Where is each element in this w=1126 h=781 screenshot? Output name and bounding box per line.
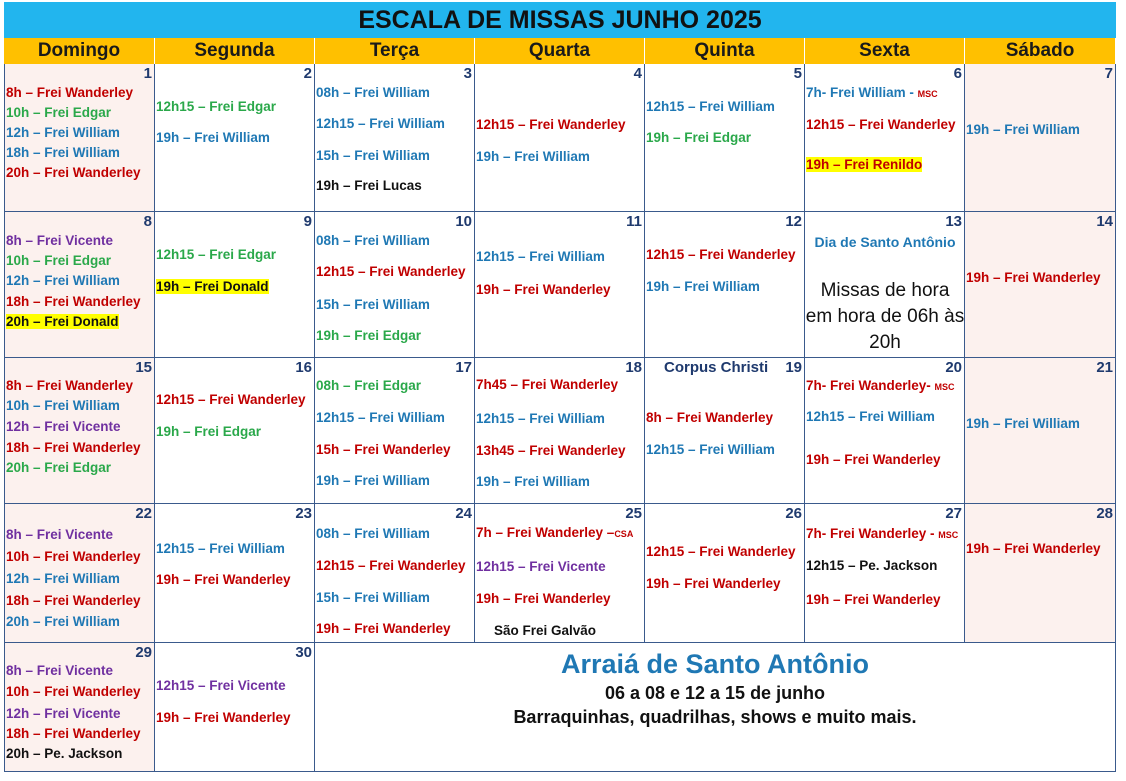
mass-entry: 08h – Frei William <box>316 85 430 100</box>
day-cell-25 <box>475 504 645 643</box>
mass-entry: 8h – Frei Vicente <box>6 527 114 542</box>
day-cell-16 <box>155 358 315 504</box>
schedule-sheet <box>4 2 1116 772</box>
mass-entry: 19h – Frei Wanderley <box>156 710 291 725</box>
mass-entry: 10h – Frei Edgar <box>6 253 112 268</box>
mass-entry: 12h15 – Frei Wanderley <box>646 544 796 559</box>
day-number: 8 <box>143 213 152 230</box>
mass-entry: 8h – Frei Wanderley <box>6 85 134 100</box>
event-banner <box>315 643 1116 772</box>
feast-note-line2: em hora de 06h às <box>805 306 965 327</box>
day-cell-2 <box>155 64 315 212</box>
day-number: 29 <box>135 644 152 661</box>
feast-note-line3: 20h <box>869 332 901 353</box>
mass-entry: 19h – Frei Wanderley <box>806 452 941 467</box>
mass-entry: 20h – Frei William <box>6 614 120 629</box>
feast-label: Corpus Christi <box>664 359 769 376</box>
day-number: 20 <box>945 359 962 376</box>
day-number: 9 <box>303 213 312 230</box>
mass-entry: 12h15 – Frei William <box>646 99 775 114</box>
mass-entry: 13h45 – Frei Wanderley <box>476 443 626 458</box>
mass-entry: 19h – Frei Edgar <box>646 130 752 145</box>
mass-entry: 19h – Frei William <box>966 416 1080 431</box>
day-number: 28 <box>1096 505 1113 522</box>
mass-entry: 12h15 – Frei Wanderley <box>806 117 956 132</box>
day-number: 24 <box>455 505 472 522</box>
day-number: 11 <box>626 213 642 230</box>
feast-label: Dia de Santo Antônio <box>814 234 956 250</box>
mass-entry: 8h – Frei Wanderley <box>6 378 134 393</box>
day-number: 7 <box>1104 65 1113 82</box>
day-cell-12 <box>645 212 805 358</box>
day-cell-23 <box>155 504 315 643</box>
day-cell-28 <box>965 504 1116 643</box>
day-number: 26 <box>785 505 802 522</box>
day-number: 17 <box>455 359 472 376</box>
mass-entry: 20h – Frei Edgar <box>6 460 112 475</box>
feast-note-line1: Missas de hora <box>820 280 950 301</box>
msc-tag: MSC <box>938 530 959 540</box>
mass-entry: 12h15 – Frei William <box>316 410 445 425</box>
day-number: 6 <box>953 65 962 82</box>
day-number: 13 <box>945 213 962 230</box>
day-cell-11 <box>475 212 645 358</box>
mass-entry: 15h – Frei Wanderley <box>316 442 451 457</box>
day-cell-7 <box>965 64 1116 212</box>
mass-entry: 12h – Frei William <box>6 273 120 288</box>
day-number: 14 <box>1096 213 1113 230</box>
mass-entry: 19h – Frei Wanderley <box>476 282 611 297</box>
mass-entry: 10h – Frei Edgar <box>6 105 112 120</box>
mass-entry: 12h15 – Pe. Jackson <box>806 558 938 573</box>
mass-entry: 12h15 – Frei William <box>156 541 285 556</box>
mass-entry: 12h15 – Frei Wanderley <box>316 558 466 573</box>
mass-entry: 7h45 – Frei Wanderley <box>476 377 619 392</box>
day-number: 3 <box>463 65 472 82</box>
mass-entry: 08h – Frei William <box>316 233 430 248</box>
day-cell-15 <box>4 358 155 504</box>
day-number: 15 <box>135 359 152 376</box>
day-cell-19 <box>645 358 805 504</box>
day-header-tuesday: Terça <box>315 38 475 64</box>
mass-entry: 12h15 – Frei Vicente <box>156 678 286 693</box>
mass-entry: 12h15 – Frei William <box>476 411 605 426</box>
day-cell-1 <box>4 64 155 212</box>
mass-entry: 19h – Frei Wanderley <box>806 592 941 607</box>
day-cell-6 <box>805 64 965 212</box>
msc-tag: MSC <box>917 89 938 99</box>
mass-entry: 10h – Frei Wanderley <box>6 684 141 699</box>
msc-tag: MSC <box>934 382 955 392</box>
mass-entry: 19h – Frei Edgar <box>316 328 422 343</box>
day-cell-18 <box>475 358 645 504</box>
day-cell-21 <box>965 358 1116 504</box>
mass-entry: 12h – Frei William <box>6 571 120 586</box>
day-number: 2 <box>303 65 312 82</box>
mass-entry: 12h15 – Frei William <box>646 442 775 457</box>
day-cell-26 <box>645 504 805 643</box>
mass-entry: 12h15 – Frei Wanderley <box>476 117 626 132</box>
mass-entry: 19h – Frei William <box>476 149 590 164</box>
mass-entry: 18h – Frei Wanderley <box>6 294 141 309</box>
day-cell-13 <box>805 212 965 358</box>
mass-entry-highlighted: 20h – Frei Donald <box>6 314 119 329</box>
mass-entry: 8h – Frei Wanderley <box>646 410 774 425</box>
mass-entry: 19h – Frei William <box>646 279 760 294</box>
day-cell-27 <box>805 504 965 643</box>
day-cell-24 <box>315 504 475 643</box>
mass-entry: 7h – Frei Wanderley –CSA <box>476 525 634 540</box>
event-title: Arraiá de Santo Antônio <box>560 649 870 679</box>
day-cell-30 <box>155 643 315 772</box>
mass-entry: 8h – Frei Vicente <box>6 663 114 678</box>
mass-entry: 12h15 – Frei Edgar <box>156 99 277 114</box>
mass-entry: 12h – Frei William <box>6 125 120 140</box>
mass-entry: 8h – Frei Vicente <box>6 233 114 248</box>
mass-entry: 08h – Frei William <box>316 526 430 541</box>
mass-entry-highlighted: 19h – Frei Donald <box>156 279 269 294</box>
mass-entry: 12h – Frei Vicente <box>6 419 121 434</box>
feast-label: São Frei Galvão <box>493 623 597 638</box>
mass-entry: 12h15 – Frei Wanderley <box>646 247 796 262</box>
mass-entry: 19h – Frei Edgar <box>156 424 262 439</box>
day-number: 22 <box>135 505 152 522</box>
day-cell-20 <box>805 358 965 504</box>
mass-entry: 12h15 – Frei William <box>316 116 445 131</box>
mass-entry: 18h – Frei William <box>6 145 120 160</box>
mass-entry: 08h – Frei Edgar <box>316 378 422 393</box>
day-number: 5 <box>793 65 802 82</box>
mass-entry: 15h – Frei William <box>316 297 430 312</box>
event-description: Barraquinhas, quadrilhas, shows e muito mais. <box>513 707 917 727</box>
day-cell-10 <box>315 212 475 358</box>
mass-entry: 19h – Frei Wanderley <box>476 591 611 606</box>
mass-entry: 19h – Frei Lucas <box>316 178 422 193</box>
day-number: 27 <box>945 505 962 522</box>
mass-entry: 20h – Pe. Jackson <box>6 746 123 761</box>
mass-entry-highlighted: 19h – Frei Renildo <box>806 157 923 172</box>
day-cell-8 <box>4 212 155 358</box>
day-cell-22 <box>4 504 155 643</box>
day-number: 12 <box>785 213 802 230</box>
mass-entry: 12h15 – Frei William <box>476 249 605 264</box>
day-cell-5 <box>645 64 805 212</box>
day-number: 19 <box>785 359 802 376</box>
mass-entry: 19h – Frei William <box>156 130 270 145</box>
mass-entry: 19h – Frei William <box>476 474 590 489</box>
day-number: 18 <box>625 359 642 376</box>
mass-entry: 19h – Frei Wanderley <box>966 541 1101 556</box>
mass-entry: 12h15 – Frei William <box>806 409 935 424</box>
day-header-wednesday: Quarta <box>475 38 645 64</box>
day-number: 16 <box>295 359 312 376</box>
mass-entry: 12h15 – Frei Wanderley <box>316 264 466 279</box>
mass-entry: 19h – Frei Wanderley <box>316 621 451 636</box>
mass-entry: 19h – Frei William <box>966 122 1080 137</box>
csa-tag: CSA <box>614 529 634 539</box>
mass-entry: 12h – Frei Vicente <box>6 706 121 721</box>
day-cell-17 <box>315 358 475 504</box>
day-header-friday: Sexta <box>805 38 965 64</box>
mass-entry: 12h15 – Frei Wanderley <box>156 392 306 407</box>
mass-entry: 15h – Frei William <box>316 590 430 605</box>
day-number: 21 <box>1096 359 1113 376</box>
day-cell-9 <box>155 212 315 358</box>
day-number: 30 <box>295 644 312 661</box>
mass-entry: 18h – Frei Wanderley <box>6 593 141 608</box>
mass-entry: 7h- Frei William - MSC <box>806 85 938 100</box>
mass-entry: 7h- Frei Wanderley- MSC <box>806 378 955 393</box>
mass-entry: 19h – Frei Wanderley <box>156 572 291 587</box>
day-header-monday: Segunda <box>155 38 315 64</box>
mass-entry: 12h15 – Frei Edgar <box>156 247 277 262</box>
mass-entry: 10h – Frei Wanderley <box>6 549 141 564</box>
day-number: 23 <box>295 505 312 522</box>
mass-entry: 20h – Frei Wanderley <box>6 165 141 180</box>
mass-entry: 18h – Frei Wanderley <box>6 440 141 455</box>
day-header-sunday: Domingo <box>4 38 155 64</box>
day-header-saturday: Sábado <box>965 38 1116 64</box>
mass-entry: 10h – Frei William <box>6 398 120 413</box>
mass-entry: 18h – Frei Wanderley <box>6 726 141 741</box>
day-cell-4 <box>475 64 645 212</box>
mass-entry: 7h- Frei Wanderley - MSC <box>806 526 959 541</box>
day-cell-29 <box>4 643 155 772</box>
day-cell-3 <box>315 64 475 212</box>
day-header-thursday: Quinta <box>645 38 805 64</box>
day-number: 25 <box>625 505 642 522</box>
mass-entry: 19h – Frei Wanderley <box>646 576 781 591</box>
day-number: 10 <box>455 213 472 230</box>
day-number: 1 <box>143 65 152 82</box>
mass-entry: 19h – Frei William <box>316 473 430 488</box>
schedule-title: ESCALA DE MISSAS JUNHO 2025 <box>4 2 1116 38</box>
day-number: 4 <box>633 65 642 82</box>
event-dates: 06 a 08 e 12 a 15 de junho <box>604 683 826 703</box>
day-cell-14 <box>965 212 1116 358</box>
mass-entry: 15h – Frei William <box>316 148 430 163</box>
mass-entry: 12h15 – Frei Vicente <box>476 559 606 574</box>
mass-entry: 19h – Frei Wanderley <box>966 270 1101 285</box>
